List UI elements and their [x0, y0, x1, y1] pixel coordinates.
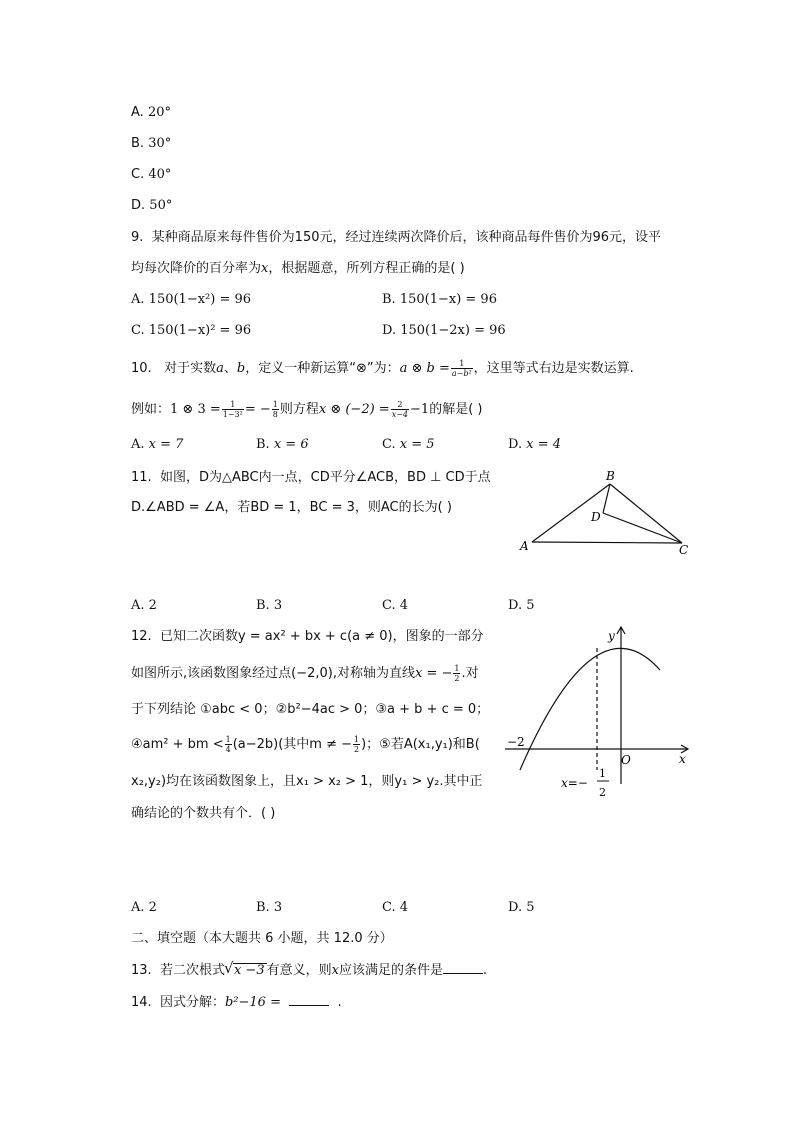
q13-radical: √ x −3 [233, 963, 267, 978]
q11-option-a: A. 2 [131, 598, 157, 613]
section-2-heading: 二、填空题（本大题共 6 小题，共 12.0 分） [131, 931, 393, 946]
segment-bc [610, 484, 682, 543]
q10-option-c: C. x = 5 [382, 437, 435, 452]
q10-stem-line1: 10. 对于实数a、b，定义一种新运算“⊗”为：a ⊗ b = $\frac{1}{\text{a−b²}}$ ，这里等式右边是实数运算. [131, 359, 634, 378]
segment-dc [603, 513, 682, 543]
q12-stem-line2: 如图所示,该函数图象经过点(−2,0),对称轴为直线x = − $\frac{1}{2}$ .对 [131, 664, 479, 683]
q9-option-d: D. 150(1−2x) = 96 [382, 323, 506, 338]
parabola-curve [520, 648, 660, 770]
q11-triangle-figure [510, 468, 700, 563]
label-d: D [591, 510, 601, 524]
q9-stem-line1: 9. 某种商品原来每件售价为150元，经过连续两次降价后，该种商品每件售价为96元，设平 [131, 230, 662, 245]
graph-origin-label: O [621, 753, 631, 767]
q11-option-c: C. 4 [382, 598, 409, 613]
graph-axis-num: 1 [599, 767, 606, 780]
q13-stem: 13. 若二次根式√ x −3 有意义，则x应该满足的条件是 . [131, 961, 487, 981]
q10-example-fraction: $\frac{1}{\text{1−3²}}$ [222, 400, 243, 419]
q10-option-d: D. x = 4 [508, 437, 561, 452]
label-a: A [520, 539, 529, 553]
q12-stem-line1: 12. 已知二次函数y = ax² + bx + c(a ≠ 0)，图象的一部分 [131, 629, 484, 644]
q10-option-b: B. x = 6 [256, 437, 309, 452]
q12-stem-line3: 于下列结论 ①abc < 0；②b²−4ac > 0；③a + b + c = 0； [131, 702, 490, 717]
q13-answer-blank [443, 961, 483, 974]
q14-answer-blank [289, 993, 329, 1006]
graph-axis-den: 2 [599, 786, 606, 799]
q11-stem-line2: D.∠ABD = ∠A，若BD = 1，BC = 3，则AC的长为( ) [131, 500, 452, 515]
q11-option-d: D. 5 [508, 598, 535, 613]
q9-option-b: B. 150(1−x) = 96 [382, 292, 497, 307]
q12-option-d: D. 5 [508, 900, 535, 915]
q8-option-c: C. 40° [131, 167, 172, 182]
q12-stem-line5: x₂,y₂)均在该函数图象上，且x₁ > x₂ > 1，则y₁ > y₂.其中正 [131, 774, 483, 789]
segment-ac [532, 542, 682, 543]
q10-stem-line2: 例如：1 ⊗ 3 = $\frac{1}{\text{1−3²}}$ = − $\frac{1}{8}$ 则方程x ⊗ (−2) = $\frac{2}{x-4}$ −1的解是( ) [131, 400, 483, 419]
q9-option-a: A. 150(1−x²) = 96 [131, 292, 252, 307]
graph-y-label: y [608, 629, 615, 643]
q12-stem-line6: 确结论的个数共有个．( ) [131, 806, 276, 821]
q12-axis-fraction: $\frac{1}{2}$ [454, 664, 460, 683]
label-c: C [679, 543, 689, 557]
q12-half-fraction: $\frac{1}{2}$ [354, 735, 360, 754]
q12-option-b: B. 3 [256, 900, 283, 915]
graph-axis-label: x=− [561, 776, 588, 790]
graph-neg2-label: −2 [507, 735, 525, 749]
q8-option-d: D. 50° [131, 198, 173, 213]
q12-quarter-fraction: $\frac{1}{4}$ [225, 735, 231, 754]
q10-equation-fraction: $\frac{2}{x-4}$ [391, 400, 409, 419]
q12-parabola-graph [505, 622, 695, 802]
q11-stem-line1: 11. 如图，D为△ABC内一点，CD平分∠ACB，BD ⊥ CD于点 [131, 470, 491, 485]
q9-stem-line2: 均每次降价的百分率为x，根据题意，所列方程正确的是( ) [131, 261, 465, 276]
q12-option-c: C. 4 [382, 900, 409, 915]
q11-option-b: B. 3 [256, 598, 283, 613]
q12-stem-line4: ④am² + bm < $\frac{1}{4}$ (a−2b)(其中m ≠ − $\frac{1}{2}$ )；⑤若A(x₁,y₁)和B( [131, 735, 480, 754]
q10-option-a: A. x = 7 [131, 437, 184, 452]
q14-stem: 14. 因式分解：b²−16 = . [131, 995, 342, 1010]
label-b: B [606, 469, 615, 483]
graph-x-label: x [679, 752, 686, 766]
q9-option-c: C. 150(1−x)² = 96 [131, 323, 252, 338]
q8-option-b: B. 30° [131, 136, 172, 151]
q10-def-fraction: $\frac{1}{\text{a−b²}}$ [451, 359, 472, 378]
q12-option-a: A. 2 [131, 900, 157, 915]
q10-example-fraction2: $\frac{1}{8}$ [272, 400, 278, 419]
q8-option-a: A. 20° [131, 105, 171, 120]
